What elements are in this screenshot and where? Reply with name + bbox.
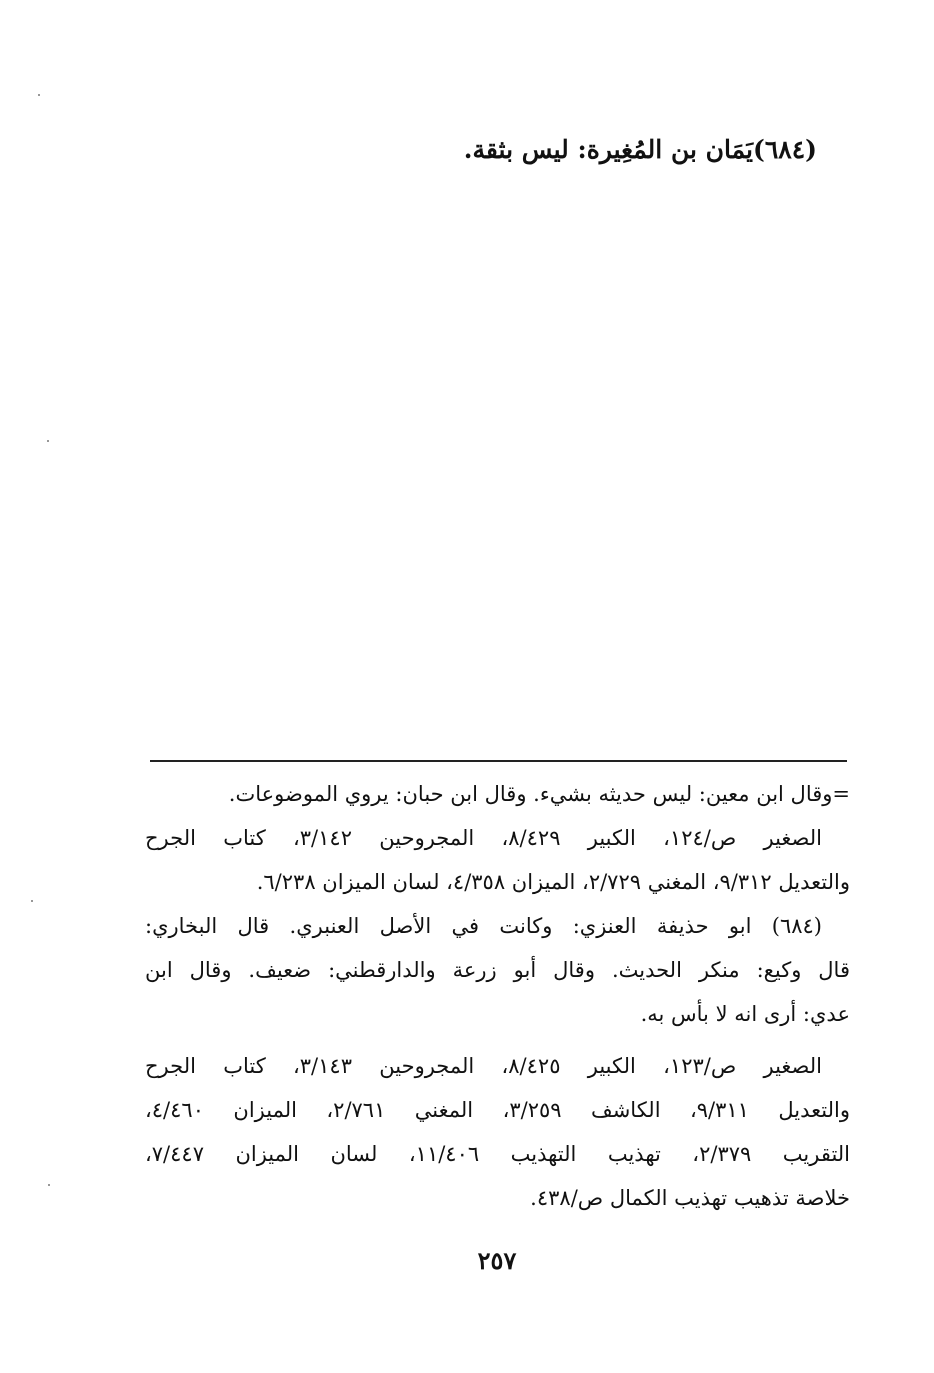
footnote-line: والتعديل ٩/٣١١، الكاشف ٣/٢٥٩، المغني ٢/٧٦١، الميزان ٤/٤٦٠، bbox=[145, 1098, 850, 1122]
paragraph-gap bbox=[145, 1036, 850, 1044]
footnote-line: =وقال ابن معين: ليس حديثه بشيء. وقال ابن حبان: يروي الموضوعات. bbox=[228, 782, 850, 806]
entry-heading: (٦٨٤)يَمَان بن المُغِيرة: ليس بثقة. bbox=[463, 135, 817, 164]
scan-speck bbox=[31, 900, 33, 902]
footnote-line: عدي: أرى انه لا بأس به. bbox=[640, 1002, 850, 1026]
footnote-line: قال وكيع: منكر الحديث. وقال أبو زرعة والدارقطني: ضعيف. وقال ابن bbox=[145, 958, 850, 982]
page-number: ٢٥٧ bbox=[477, 1246, 517, 1275]
scan-speck bbox=[38, 94, 40, 96]
footnote-line: الصغير ص/١٢٤، الكبير ٨/٤٢٩، المجروحين ٣/١٤٢، كتاب الجرح bbox=[145, 826, 823, 850]
scan-speck bbox=[48, 1184, 50, 1186]
footnote-divider bbox=[150, 760, 847, 762]
footnote-line: (٦٨٤) ابو حذيفة العنزي: وكانت في الأصل العنبري. قال البخاري: bbox=[145, 914, 822, 938]
footnote-line: والتعديل ٩/٣١٢، المغني ٢/٧٢٩، الميزان ٤/٣٥٨، لسان الميزان ٦/٢٣٨. bbox=[256, 870, 850, 894]
scan-speck bbox=[47, 440, 49, 442]
footnote-line: خلاصة تذهيب تهذيب الكمال ص/٤٣٨. bbox=[530, 1186, 850, 1210]
footnote-line: التقريب ٢/٣٧٩، تهذيب التهذيب ١١/٤٠٦، لسان الميزان ٧/٤٤٧، bbox=[145, 1142, 851, 1166]
footnote-line: الصغير ص/١٢٣، الكبير ٨/٤٢٥، المجروحين ٣/١٤٣، كتاب الجرح bbox=[145, 1054, 823, 1078]
footnotes bbox=[145, 772, 850, 1220]
